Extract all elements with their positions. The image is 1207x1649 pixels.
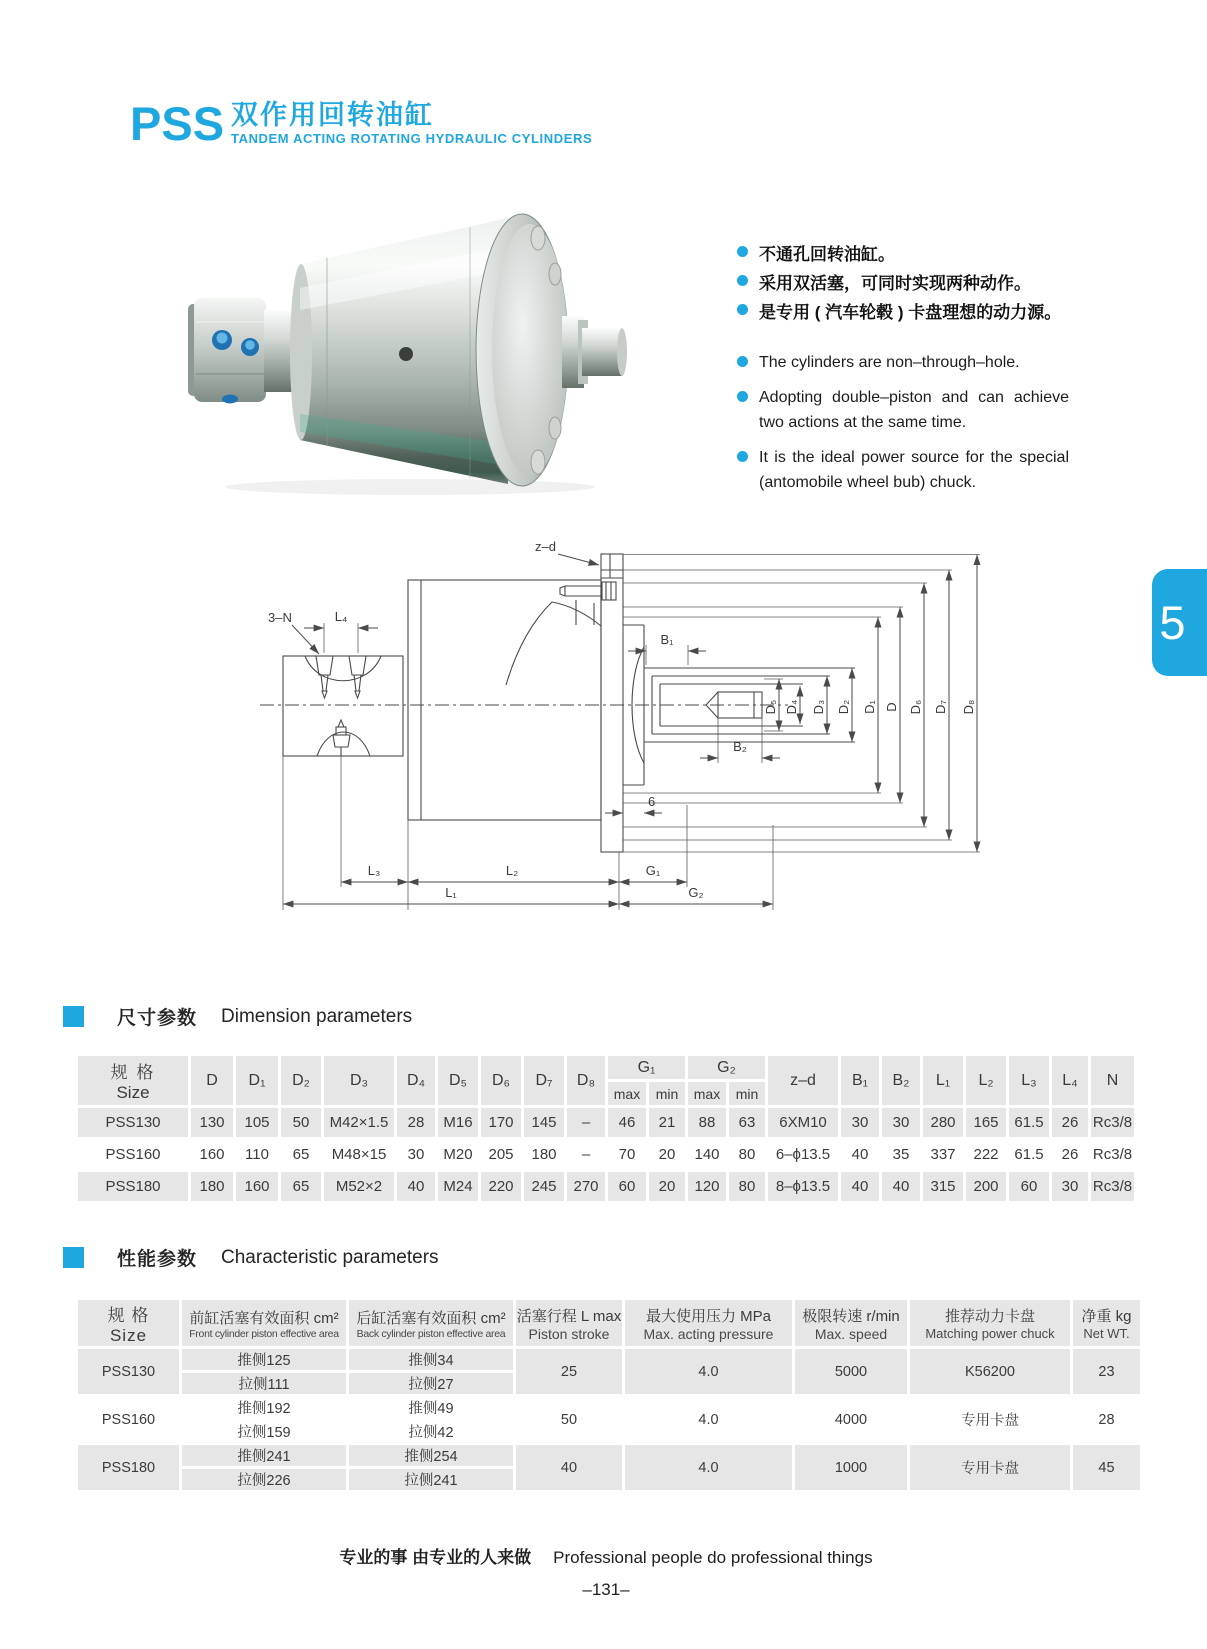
col-header: D₁ [236, 1056, 278, 1105]
cell: 220 [481, 1172, 521, 1201]
col-header: D₃ [324, 1056, 394, 1105]
cell: 拉侧111 [182, 1373, 346, 1394]
col-header-cn: 活塞行程 L max [516, 1307, 622, 1325]
table-row [78, 1349, 1140, 1370]
col-header: D₆ [481, 1056, 521, 1105]
cell: 180 [524, 1140, 564, 1169]
cell: 46 [608, 1108, 646, 1137]
list-item [737, 445, 1069, 496]
col-header-size [78, 1056, 188, 1105]
col-header-cn: 推荐动力卡盘 [944, 1308, 1035, 1325]
cell: 4000 [795, 1397, 907, 1442]
feature-list-cn [737, 240, 1157, 327]
col-header: D₄ [397, 1056, 435, 1105]
col-header: D₂ [281, 1056, 321, 1105]
cell: 165 [966, 1108, 1006, 1137]
cell: 40 [397, 1172, 435, 1201]
product-photo [170, 200, 630, 500]
col-header-size-cn: 规 格 [110, 1063, 156, 1082]
cell: 80 [729, 1140, 765, 1169]
cylinder-flange [476, 214, 568, 486]
section-head-characteristic [63, 1244, 439, 1271]
dimension-labels [268, 539, 976, 900]
cell: 拉侧42 [349, 1421, 513, 1442]
cell: 145 [524, 1108, 564, 1137]
cell: 专用卡盘 [910, 1397, 1070, 1442]
col-header: D₇ [524, 1056, 564, 1105]
col-header-speed [795, 1300, 907, 1346]
cell: 8–ϕ13.5 [768, 1172, 838, 1201]
cell: 160 [191, 1140, 233, 1169]
cell: 6–ϕ13.5 [768, 1140, 838, 1169]
row-size: PSS180 [78, 1445, 179, 1490]
dim-label-b2: B₂ [733, 739, 747, 754]
list-item [737, 298, 1157, 327]
cell: 270 [567, 1172, 605, 1201]
cell: 35 [882, 1140, 920, 1169]
feature-text: 采用双活塞，可同时实现两种动作。 [759, 274, 1031, 293]
cell: 120 [688, 1172, 726, 1201]
section-title-cn: 尺寸参数 [117, 1008, 198, 1029]
col-header-en: Piston stroke [528, 1325, 610, 1342]
cell: Rc3/8 [1091, 1172, 1134, 1201]
cell: 40 [516, 1445, 622, 1490]
cell: 245 [524, 1172, 564, 1201]
dim-label-d4: D₄ [784, 699, 799, 715]
chapter-tab[interactable]: 5 [1152, 569, 1207, 676]
col-header: D₅ [438, 1056, 478, 1105]
col-header: D₈ [567, 1056, 605, 1105]
dim-label-l2: L₂ [505, 863, 519, 878]
dim-label-g2: G₂ [688, 885, 704, 900]
col-header-en: Max. speed [814, 1325, 888, 1342]
cell: 222 [966, 1140, 1006, 1169]
col-header-weight [1073, 1300, 1140, 1346]
col-header: L₁ [923, 1056, 963, 1105]
cell: 专用卡盘 [910, 1445, 1070, 1490]
cell: M52×2 [324, 1172, 394, 1201]
cell: 推侧254 [349, 1445, 513, 1466]
cell: 21 [649, 1108, 685, 1137]
cell: 28 [1073, 1397, 1140, 1442]
cell: 30 [397, 1140, 435, 1169]
cell: 拉侧159 [182, 1421, 346, 1442]
cell: 推侧34 [349, 1349, 513, 1370]
cell: 50 [516, 1397, 622, 1442]
cell: 50 [281, 1108, 321, 1137]
cell: 40 [882, 1172, 920, 1201]
cell: 23 [1073, 1349, 1140, 1394]
cell: M16 [438, 1108, 478, 1137]
cell: M42×1.5 [324, 1108, 394, 1137]
col-header-back-area [349, 1300, 513, 1346]
bullet-dot-icon [737, 246, 748, 257]
cell: 200 [966, 1172, 1006, 1201]
feature-text: Adopting double–piston and can achieve two actions at the same time. [759, 388, 1069, 431]
cell: Rc3/8 [1091, 1140, 1134, 1169]
col-header: B₂ [882, 1056, 920, 1105]
col-header-size [78, 1300, 179, 1346]
dim-label-g1: G₁ [645, 863, 661, 878]
cell: 280 [923, 1108, 963, 1137]
cell: 65 [281, 1172, 321, 1201]
row-size: PSS180 [78, 1172, 188, 1201]
cell: 4.0 [625, 1349, 792, 1394]
cell: 1000 [795, 1445, 907, 1490]
cell: 40 [841, 1172, 879, 1201]
bullet-dot-icon [737, 275, 748, 286]
col-header: L₄ [1052, 1056, 1088, 1105]
col-header-en: Max. acting pressure [643, 1325, 774, 1342]
cell: 4.0 [625, 1445, 792, 1490]
col-header-pressure [625, 1300, 792, 1346]
dim-label-d5: D₅ [763, 699, 778, 715]
list-item [737, 240, 1157, 269]
col-header-cn: 前缸活塞有效面积 cm² [189, 1309, 339, 1327]
cell: – [567, 1140, 605, 1169]
bullet-dot-icon [737, 451, 748, 462]
col-header: B₁ [841, 1056, 879, 1105]
cell: 140 [688, 1140, 726, 1169]
col-subheader: min [649, 1082, 685, 1105]
feature-text: 是专用 ( 汽车轮毂 ) 卡盘理想的动力源。 [759, 303, 1062, 322]
table-row [78, 1445, 1140, 1466]
cell: 40 [841, 1140, 879, 1169]
row-size: PSS160 [78, 1397, 179, 1442]
dim-label-d8: D₈ [961, 699, 976, 715]
cell: 拉侧241 [349, 1469, 513, 1490]
feature-text: 不通孔回转油缸。 [759, 245, 895, 264]
table-row [78, 1108, 1134, 1137]
technical-drawing [240, 495, 1000, 915]
col-header-en: Front cylinder piston effective area [189, 1327, 339, 1340]
cell: 337 [923, 1140, 963, 1169]
cell: 30 [841, 1108, 879, 1137]
bullet-dot-icon [737, 304, 748, 315]
cell: 30 [882, 1108, 920, 1137]
footer-slogan-en: Professional people do professional things [553, 1548, 873, 1567]
col-header: D [191, 1056, 233, 1105]
list-item [737, 385, 1069, 436]
list-item [737, 350, 1069, 376]
cell: 70 [608, 1140, 646, 1169]
cell: 拉侧226 [182, 1469, 346, 1490]
dim-label-3n: 3–N [268, 610, 292, 625]
cell: M20 [438, 1140, 478, 1169]
col-header-cn: 规 格 [107, 1305, 150, 1325]
table-row [78, 1140, 1134, 1169]
col-header-g2: G₂ [688, 1056, 765, 1079]
col-header-cn: 后缸活塞有效面积 cm² [356, 1309, 506, 1327]
cell: 6XM10 [768, 1108, 838, 1137]
cell: 160 [236, 1172, 278, 1201]
row-size: PSS130 [78, 1108, 188, 1137]
list-item [737, 269, 1157, 298]
cell: 80 [729, 1172, 765, 1201]
cell: 130 [191, 1108, 233, 1137]
cell: 105 [236, 1108, 278, 1137]
col-header-en: Net WT. [1083, 1326, 1130, 1341]
col-header-stroke [516, 1300, 622, 1346]
cell: 28 [397, 1108, 435, 1137]
bullet-dot-icon [737, 356, 748, 367]
cell: 315 [923, 1172, 963, 1201]
dim-label-d6: D₆ [908, 699, 923, 715]
feature-text: The cylinders are non–through–hole. [759, 354, 1020, 371]
dim-label-d: D [884, 702, 899, 712]
col-header-en: Size [109, 1325, 148, 1345]
section-title-cn: 性能参数 [117, 1249, 198, 1270]
bullet-dot-icon [737, 391, 748, 402]
col-header: L₂ [966, 1056, 1006, 1105]
dim-label-d7: D₇ [933, 700, 948, 714]
footer-slogan-cn: 专业的事 由专业的人来做 [339, 1548, 532, 1567]
col-subheader: max [688, 1082, 726, 1105]
cell: 170 [481, 1108, 521, 1137]
dimension-lines [283, 554, 977, 904]
row-size: PSS130 [78, 1349, 179, 1394]
section-marker-icon [63, 1247, 84, 1268]
dim-label-d2: D₂ [836, 699, 851, 715]
col-header-en: Back cylinder piston effective area [356, 1327, 506, 1340]
dim-label-zd: z–d [535, 539, 556, 554]
page-title-en: TANDEM ACTING ROTATING HYDRAULIC CYLINDERS [231, 131, 593, 146]
col-header-cn: 极限转速 r/min [802, 1307, 900, 1325]
cell: 61.5 [1009, 1140, 1049, 1169]
col-header-size-en: Size [116, 1083, 150, 1102]
cell: 180 [191, 1172, 233, 1201]
cell: 45 [1073, 1445, 1140, 1490]
table-row [78, 1397, 1140, 1418]
cylinder-shaft [562, 316, 627, 388]
cell: 110 [236, 1140, 278, 1169]
page-title-cn: 双作用回转油缸 [231, 100, 434, 130]
table-row [78, 1172, 1134, 1201]
series-title: PSS [130, 97, 225, 150]
section-marker-icon [63, 1006, 84, 1027]
cell: 20 [649, 1172, 685, 1201]
col-header-cn: 最大使用压力 MPa [645, 1307, 771, 1325]
characteristic-table [75, 1297, 1143, 1493]
dimension-table [75, 1053, 1137, 1204]
cell: 88 [688, 1108, 726, 1137]
feature-list-en [737, 350, 1069, 505]
dim-label-d1: D₁ [862, 700, 877, 714]
cell: K56200 [910, 1349, 1070, 1394]
page-number: –131– [582, 1580, 630, 1599]
cell: 25 [516, 1349, 622, 1394]
cylinder-body [290, 218, 508, 484]
cell: 推侧241 [182, 1445, 346, 1466]
dim-label-b1: B₁ [660, 632, 674, 647]
cell: 26 [1052, 1108, 1088, 1137]
extension-lines [283, 555, 980, 911]
section-title-en: Characteristic parameters [221, 1246, 439, 1268]
cell: 5000 [795, 1349, 907, 1394]
cell: 65 [281, 1140, 321, 1169]
cell: 拉侧27 [349, 1373, 513, 1394]
cell: 4.0 [625, 1397, 792, 1442]
footer-slogan [75, 1543, 1137, 1568]
cell: 60 [1009, 1172, 1049, 1201]
col-header-cn: 净重 kg [1081, 1308, 1132, 1325]
cell: – [567, 1108, 605, 1137]
cell: 20 [649, 1140, 685, 1169]
dim-label-d3: D₃ [811, 699, 826, 715]
dim-label-6: 6 [648, 794, 656, 809]
cell: 26 [1052, 1140, 1088, 1169]
cell: 推侧192 [182, 1397, 346, 1418]
row-size: PSS160 [78, 1140, 188, 1169]
col-header: L₃ [1009, 1056, 1049, 1105]
col-header-g1: G₁ [608, 1056, 685, 1079]
col-header: N [1091, 1056, 1134, 1105]
col-header-chuck [910, 1300, 1070, 1346]
cell: 推侧125 [182, 1349, 346, 1370]
cell: 205 [481, 1140, 521, 1169]
cell: 63 [729, 1108, 765, 1137]
section-title-en: Dimension parameters [221, 1005, 413, 1027]
col-header: z–d [768, 1056, 838, 1105]
cell: M24 [438, 1172, 478, 1201]
feature-text: It is the ideal power source for the special (antomobile wheel bub) chuck. [759, 448, 1069, 491]
cell: 推侧49 [349, 1397, 513, 1418]
cell: 61.5 [1009, 1108, 1049, 1137]
col-header-front-area [182, 1300, 346, 1346]
cell: 60 [608, 1172, 646, 1201]
cell: 30 [1052, 1172, 1088, 1201]
cell: Rc3/8 [1091, 1108, 1134, 1137]
col-header-en: Matching power chuck [925, 1326, 1055, 1341]
dim-label-l1: L₁ [445, 885, 457, 900]
col-subheader: max [608, 1082, 646, 1105]
col-subheader: min [729, 1082, 765, 1105]
cell: M48×15 [324, 1140, 394, 1169]
section-head-dimension [63, 1003, 412, 1030]
dim-label-l3: L₃ [367, 863, 381, 878]
dim-label-l4: L₄ [334, 609, 348, 624]
cylinder-left-fitting [188, 298, 266, 404]
